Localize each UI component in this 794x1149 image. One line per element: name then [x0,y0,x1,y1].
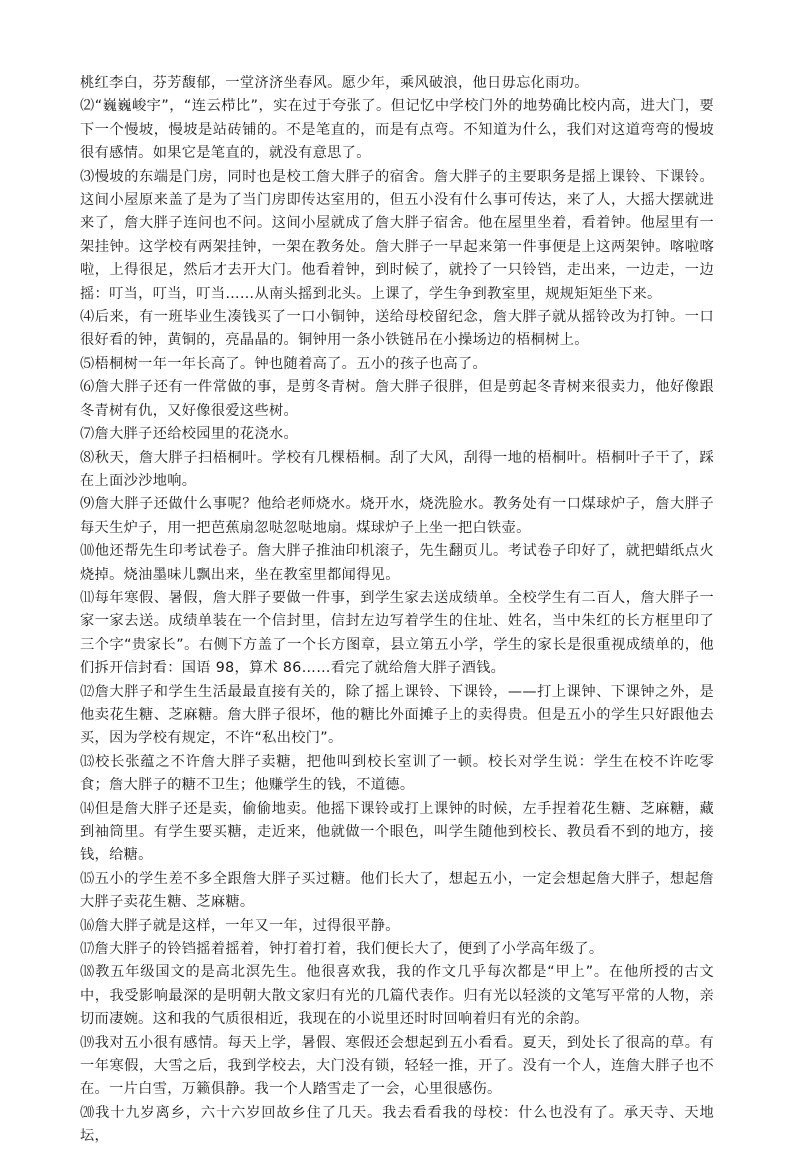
paragraph: 桃红李白，芬芳馥郁，一堂济济坐春风。愿少年，乘风破浪，他日毋忘化雨功。 [80,75,589,91]
paragraph: ⑼詹大胖子还做什么事呢？他给老师烧水。烧开水，烧洗脸水。教务处有一口煤球炉子，詹大胖子每天生炉子，用一把芭蕉扇忽哒忽哒地扇。煤球炉子上坐一把白铁壶。 [80,496,714,536]
paragraph: ⑿詹大胖子和学生生活最最直接有关的，除了摇上课铃、下课铃，——打上课钟、下课钟之外，是他卖花生糖、芝麻糖。詹大胖子很坏，他的糖比外面摊子上的卖得贵。但是五小的学生只好跟他去买，因为学校有规定，不许“私出校门”。 [80,683,714,747]
paragraph: ⑵“巍巍峻宇”，“连云栉比”，实在过于夸张了。但记忆中学校门外的地势确比校内高，进大门，要下一个慢坡，慢坡是站砖铺的。不是笔直的，而是有点弯。不知道为什么，我们对这道弯弯的慢坡很有感情。如果它是笔直的，就没有意思了。 [80,98,714,162]
paragraph: ⑾每年寒假、暑假，詹大胖子要做一件事，到学生家去送成绩单。全校学生有二百人，詹大胖子一家一家去送。成绩单装在一个信封里，信封左边写着学生的住址、姓名，当中朱红的长方框里印了三个字“贵家长”。右侧下方盖了一个长方图章，县立第五小学，学生的家长是很重视成绩单的，他们拆开信封看：国语 98，算术 86……看完了就给詹大胖子酒钱。 [80,589,714,677]
paragraph: ⑷后来，有一班毕业生凑钱买了一口小铜钟，送给母校留纪念，詹大胖子就从摇铃改为打钟。一口很好看的钟，黄铜的，亮晶晶的。铜钟用一条小铁链吊在小操场边的梧桐树上。 [80,309,714,349]
paragraph: ⒅教五年级国文的是高北溟先生。他很喜欢我，我的作文几乎每次都是“甲上”。在他所授的古文中，我受影响最深的是明朝大散文家归有光的几篇代表作。归有光以轻淡的文笔写平常的人物，亲切而凄婉。这和我的气质很相近，我现在的小说里还时时回响着归有光的余韵。 [80,964,714,1028]
paragraph: ⑸梧桐树一年一年长高了。钟也随着高了。五小的孩子也高了。 [80,355,488,372]
document-page [80,72,714,1149]
paragraph: ⑻秋天，詹大胖子扫梧桐叶。学校有几棵梧桐。刮了大风，刮得一地的梧桐叶。梧桐叶子干了，踩在上面沙沙地响。 [80,449,714,489]
paragraph: ⒂五小的学生差不多全跟詹大胖子买过糖。他们长大了，想起五小，一定会想起詹大胖子，想起詹大胖子卖花生糖、芝麻糖。 [80,870,714,911]
paragraph: ⒇我十九岁离乡，六十六岁回故乡住了几天。我去看看我的母校：什么也没有了。承天寺、天地坛， [80,1104,714,1145]
paragraph: ⑹詹大胖子还有一件常做的事，是剪冬青树。詹大胖子很胖，但是剪起冬青树来很卖力，他好像跟冬青树有仇，又好像很爱这些树。 [80,379,714,419]
paragraph: ⒁但是詹大胖子还是卖，偷偷地卖。他摇下课铃或打上课钟的时候，左手捏着花生糖、芝麻糖，藏到袖筒里。有学生要买糖，走近来，他就做一个眼色，叫学生随他到校长、教员看不到的地方，接钱，给糖。 [80,800,714,864]
paragraph: ⒆我对五小很有感情。每天上学，暑假、寒假还会想起到五小看看。夏天，到处长了很高的草。有一年寒假，大雪之后，我到学校去，大门没有锁，轻轻一推，开了。没有一个人，连詹大胖子也不在。一片白雪，万籁俱静。我一个人踏雪走了一会，心里很感伤。 [80,1034,714,1098]
paragraph: ⑶慢坡的东端是门房，同时也是校工詹大胖子的宿舍。詹大胖子的主要职务是摇上课铃、下课铃。这间小屋原来盖了是为了当门房即传达室用的，但五小没有什么事可传达，来了人，大摇大摆就进来了，詹大胖子连问也不问。这间小屋就成了詹大胖子宿舍。他在屋里坐着，看着钟。他屋里有一架挂钟。这学校有两架挂钟，一架在教务处。詹大胖子一早起来第一件事便是上这两架钟。喀啦喀啦，上得很足，然后才去开大门。他看着钟，到时候了，就拎了一只铃铛，走出来，一边走，一边摇：叮当，叮当，叮当……从南头摇到北头。上课了，学生争到教室里，规规矩矩坐下来。 [80,168,714,302]
paragraph: ⒀校长张蕴之不许詹大胖子卖糖，把他叫到校长室训了一顿。校长对学生说：学生在校不许吃零食；詹大胖子的糖不卫生；他赚学生的钱，不道德。 [80,753,714,794]
paragraph: ⑽他还帮先生印考试卷子。詹大胖子推油印机滚子，先生翻页儿。考试卷子印好了，就把蜡纸点火烧掉。烧油墨味儿飘出来，坐在教室里都闻得见。 [80,543,714,583]
paragraph: ⑺詹大胖子还给校园里的花浇水。 [80,426,299,443]
paragraph: ⒃詹大胖子就是这样，一年又一年，过得很平静。 [80,917,400,934]
paragraph: ⒄詹大胖子的铃铛摇着摇着，钟打着打着，我们便长大了，便到了小学高年级了。 [80,941,604,958]
